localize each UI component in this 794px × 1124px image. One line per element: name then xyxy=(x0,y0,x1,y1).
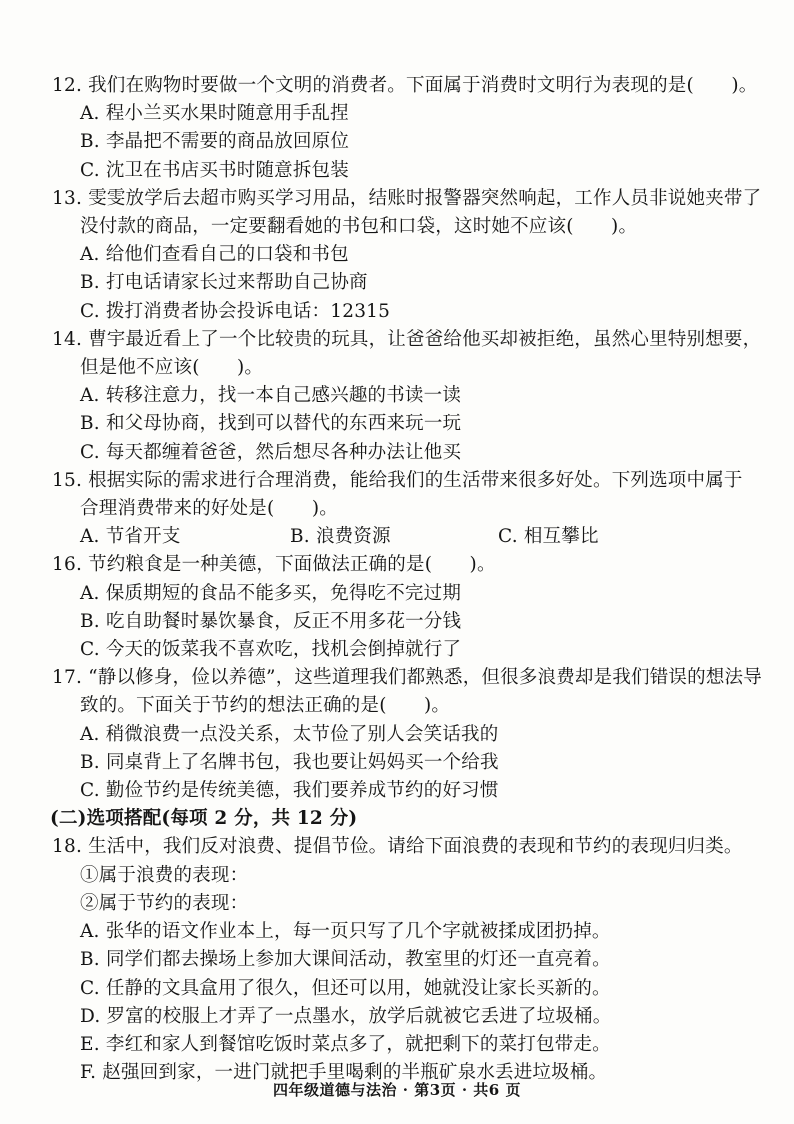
question-17-option-b: B. 同桌背上了名牌书包，我也要让妈妈买一个给我 xyxy=(80,751,499,773)
question-18-option-d: D. 罗富的校服上才弄了一点墨水，放学后就被它丢进了垃圾桶。 xyxy=(80,1005,612,1027)
question-16-option-b: B. 吃自助餐时暴饮暴食，反正不用多花一分钱 xyxy=(80,610,462,632)
question-14-stem-line2: 但是他不应该( )。 xyxy=(80,357,264,379)
question-15-options xyxy=(42,523,772,551)
question-17-stem-line2: 致的。下面关于节约的想法正确的是( )。 xyxy=(80,695,451,717)
question-15-option-b: B. 浪费资源 xyxy=(290,526,391,548)
question-17-option-a: A. 稍微浪费一点没关系，太节俭了别人会笑话我的 xyxy=(80,723,499,745)
question-16-option-c: C. 今天的饭菜我不喜欢吃，找机会倒掉就行了 xyxy=(80,639,462,661)
section-2-heading: (二)选项搭配(每项 2 分，共 12 分) xyxy=(50,808,358,830)
question-18-option-b: B. 同学们都去操场上参加大课间活动，教室里的灯还一直亮着。 xyxy=(80,949,611,971)
question-18-stem: 18. 生活中，我们反对浪费、提倡节俭。请给下面浪费的表现和节约的表现归归类。 xyxy=(52,836,743,858)
question-18-waste-category: ①属于浪费的表现： xyxy=(80,864,249,886)
question-18-thrift-category: ②属于节约的表现： xyxy=(80,892,249,914)
question-15-option-c: C. 相互攀比 xyxy=(498,526,599,548)
question-18-option-c: C. 任静的文具盒用了很久，但还可以用，她就没让家长买新的。 xyxy=(80,977,611,999)
question-13-option-c: C. 拨打消费者协会投诉电话：12315 xyxy=(80,300,391,322)
question-15-stem-line1: 15. 根据实际的需求进行合理消费，能给我们的生活带来很多好处。下列选项中属于 xyxy=(52,469,743,491)
question-12-option-c: C. 沈卫在书店买书时随意拆包装 xyxy=(80,159,349,181)
question-18-option-f: F. 赵强回到家，一进门就把手里喝剩的半瓶矿泉水丢进垃圾桶。 xyxy=(80,1062,608,1084)
question-12-option-b: B. 李晶把不需要的商品放回原位 xyxy=(80,131,350,153)
question-18-option-e: E. 李红和家人到餐馆吃饭时菜点多了，就把剩下的菜打包带走。 xyxy=(80,1033,611,1055)
question-14-option-b: B. 和父母协商，找到可以替代的东西来玩一玩 xyxy=(80,413,462,435)
question-17-option-c: C. 勤俭节约是传统美德，我们要养成节约的好习惯 xyxy=(80,780,499,802)
question-16-stem: 16. 节约粮食是一种美德，下面做法正确的是( )。 xyxy=(52,554,496,576)
question-13-option-b: B. 打电话请家长过来帮助自己协商 xyxy=(80,272,368,294)
question-17-stem-line1: 17. “静以修身，俭以养德”，这些道理我们都熟悉，但很多浪费却是我们错误的想法导 xyxy=(52,667,762,689)
question-14-stem-line1: 14. 曹宇最近看上了一个比较贵的玩具，让爸爸给他买却被拒绝，虽然心里特别想要， xyxy=(52,328,762,350)
question-18-option-a: A. 张华的语文作业本上，每一页只写了几个字就被揉成团扔掉。 xyxy=(80,921,611,943)
question-14-option-a: A. 转移注意力，找一本自己感兴趣的书读一读 xyxy=(80,385,462,407)
question-16-option-a: A. 保质期短的食品不能多买，免得吃不完过期 xyxy=(80,582,462,604)
question-12-stem: 12. 我们在购物时要做一个文明的消费者。下面属于消费时文明行为表现的是( )。 xyxy=(52,75,758,96)
question-15-option-a: A. 节省开支 xyxy=(80,526,181,548)
question-12-option-a: A. 程小兰买水果时随意用手乱捏 xyxy=(80,103,349,125)
question-14-option-c: C. 每天都缠着爸爸，然后想尽各种办法让他买 xyxy=(80,441,462,463)
question-13-stem-line1: 13. 雯雯放学后去超市购买学习用品，结账时报警器突然响起，工作人员非说她夹带了 xyxy=(52,187,762,209)
question-15-stem-line2: 合理消费带来的好处是( )。 xyxy=(80,498,338,520)
page-footer: 四年级道德与法治 · 第3页 · 共6 页 xyxy=(273,1081,521,1099)
question-13-stem-line2: 没付款的商品，一定要翻看她的书包和口袋，这时她不应该( )。 xyxy=(80,216,638,238)
question-13-option-a: A. 给他们查看自己的口袋和书包 xyxy=(80,244,349,266)
question-area xyxy=(42,72,772,1087)
